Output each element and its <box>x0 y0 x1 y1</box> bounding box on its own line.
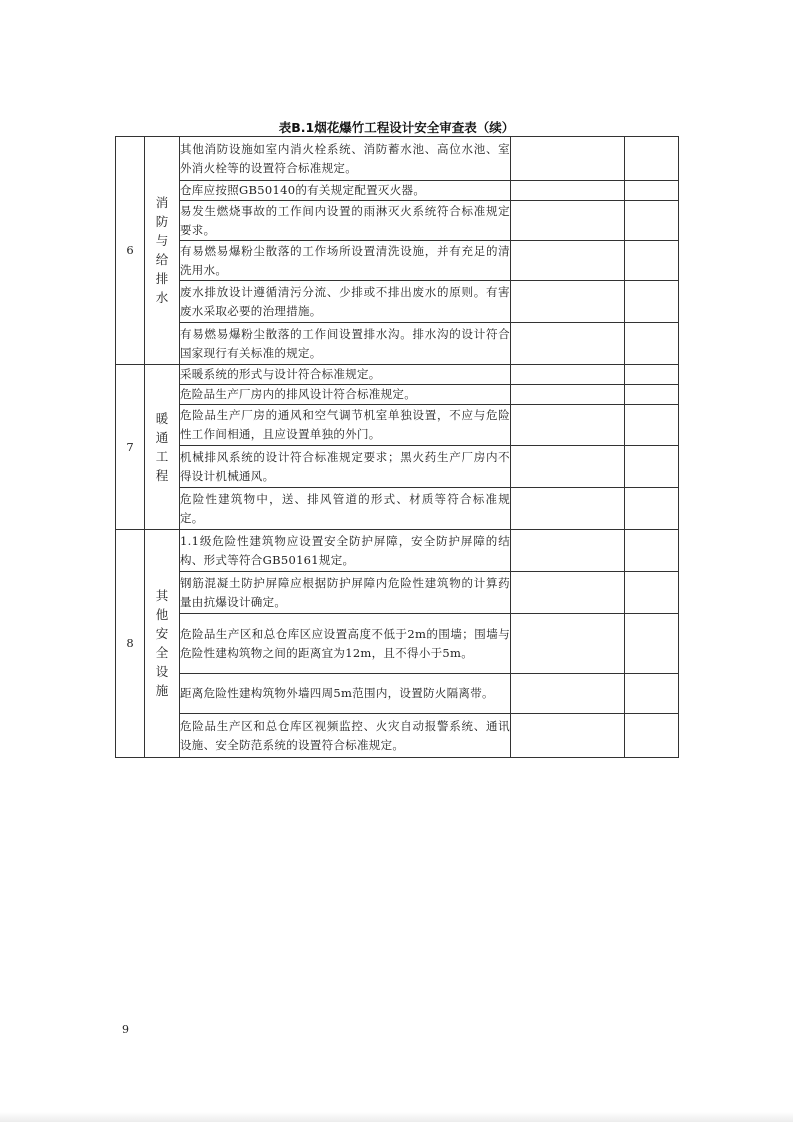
remark-cell[interactable] <box>625 241 679 281</box>
table-row <box>116 446 679 488</box>
section-number: 6 <box>116 137 145 365</box>
remark-cell[interactable] <box>625 614 679 674</box>
review-item: 机械排风系统的设计符合标准规定要求；黑火药生产厂房内不得设计机械通风。 <box>180 446 511 488</box>
review-item: 采暖系统的形式与设计符合标准规定。 <box>180 365 511 385</box>
table-row <box>116 241 679 281</box>
review-item: 危险品生产厂房的通风和空气调节机室单独设置，不应与危险性工作间相通，且应设置单独的外门。 <box>180 405 511 446</box>
remark-cell[interactable] <box>625 530 679 572</box>
table-row <box>116 488 679 530</box>
review-item: 距离危险性建构筑物外墙四周5m范围内，设置防火隔离带。 <box>180 674 511 714</box>
table-row <box>116 365 679 385</box>
remark-cell[interactable] <box>625 714 679 758</box>
section-category: 暖通工程 <box>145 365 180 530</box>
review-item: 1.1级危险性建筑物应设置安全防护屏障，安全防护屏障的结构、形式等符合GB50161规定。 <box>180 530 511 572</box>
table-row <box>116 405 679 446</box>
page-number: 9 <box>122 1023 129 1036</box>
check-cell[interactable] <box>511 241 625 281</box>
section-category: 消防与给排水 <box>145 137 180 365</box>
remark-cell[interactable] <box>625 281 679 323</box>
check-cell[interactable] <box>511 201 625 241</box>
check-cell[interactable] <box>511 385 625 405</box>
review-item: 危险品生产厂房内的排风设计符合标准规定。 <box>180 385 511 405</box>
remark-cell[interactable] <box>625 446 679 488</box>
table-row <box>116 674 679 714</box>
safety-review-table <box>115 136 679 758</box>
section-category: 其他安全设施 <box>145 530 180 758</box>
section-number: 7 <box>116 365 145 530</box>
review-item: 仓库应按照GB50140的有关规定配置灭火器。 <box>180 181 511 201</box>
table-row <box>116 281 679 323</box>
check-cell[interactable] <box>511 614 625 674</box>
review-item: 钢筋混凝土防护屏障应根据防护屏障内危险性建筑物的计算药量由抗爆设计确定。 <box>180 572 511 614</box>
check-cell[interactable] <box>511 181 625 201</box>
check-cell[interactable] <box>511 714 625 758</box>
review-item: 有易燃易爆粉尘散落的工作场所设置清洗设施，并有充足的清洗用水。 <box>180 241 511 281</box>
remark-cell[interactable] <box>625 488 679 530</box>
review-item: 危险性建筑物中，送、排风管道的形式、材质等符合标准规定。 <box>180 488 511 530</box>
check-cell[interactable] <box>511 405 625 446</box>
table-row <box>116 530 679 572</box>
remark-cell[interactable] <box>625 323 679 365</box>
check-cell[interactable] <box>511 446 625 488</box>
table-row <box>116 201 679 241</box>
check-cell[interactable] <box>511 281 625 323</box>
review-item: 其他消防设施如室内消火栓系统、消防蓄水池、高位水池、室外消火栓等的设置符合标准规定。 <box>180 137 511 181</box>
remark-cell[interactable] <box>625 181 679 201</box>
check-cell[interactable] <box>511 323 625 365</box>
check-cell[interactable] <box>511 674 625 714</box>
remark-cell[interactable] <box>625 365 679 385</box>
table-row <box>116 181 679 201</box>
table-title: 表B.1烟花爆竹工程设计安全审查表（续） <box>278 120 515 135</box>
table-row <box>116 137 679 181</box>
review-item: 易发生燃烧事故的工作间内设置的雨淋灭火系统符合标准规定要求。 <box>180 201 511 241</box>
remark-cell[interactable] <box>625 405 679 446</box>
check-cell[interactable] <box>511 137 625 181</box>
check-cell[interactable] <box>511 572 625 614</box>
review-item: 危险品生产区和总仓库区应设置高度不低于2m的围墙；围墙与危险性建构筑物之间的距离宜为12m，且不得小于5m。 <box>180 614 511 674</box>
table-row <box>116 323 679 365</box>
table-row <box>116 385 679 405</box>
remark-cell[interactable] <box>625 674 679 714</box>
table-row <box>116 714 679 758</box>
review-item: 有易燃易爆粉尘散落的工作间设置排水沟。排水沟的设计符合国家现行有关标准的规定。 <box>180 323 511 365</box>
remark-cell[interactable] <box>625 137 679 181</box>
table-row <box>116 572 679 614</box>
remark-cell[interactable] <box>625 201 679 241</box>
check-cell[interactable] <box>511 365 625 385</box>
scan-edge-shadow <box>0 1112 793 1122</box>
section-number: 8 <box>116 530 145 758</box>
review-item: 废水排放设计遵循清污分流、少排或不排出废水的原则。有害废水采取必要的治理措施。 <box>180 281 511 323</box>
review-item: 危险品生产区和总仓库区视频监控、火灾自动报警系统、通讯设施、安全防范系统的设置符合标准规定。 <box>180 714 511 758</box>
remark-cell[interactable] <box>625 385 679 405</box>
check-cell[interactable] <box>511 488 625 530</box>
table-row <box>116 614 679 674</box>
check-cell[interactable] <box>511 530 625 572</box>
remark-cell[interactable] <box>625 572 679 614</box>
